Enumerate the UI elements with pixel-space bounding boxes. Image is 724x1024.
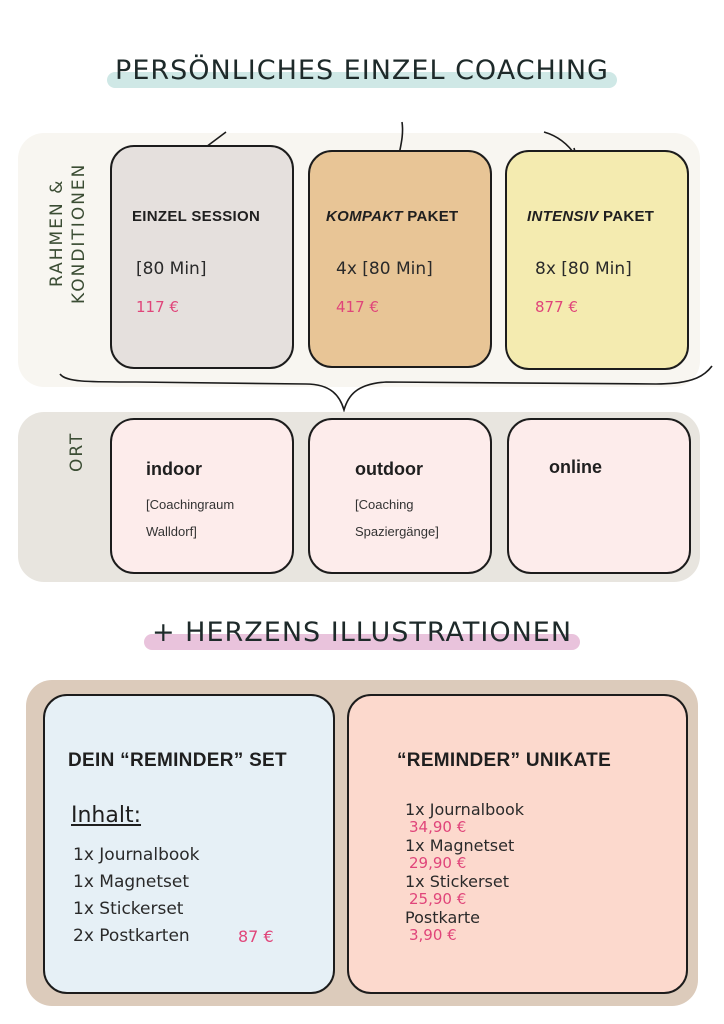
list-item: 1x Magnetset <box>73 872 190 892</box>
package-card-intensiv[interactable] <box>505 150 689 370</box>
package-title: KOMPAKT PAKET <box>326 208 459 225</box>
list-item: 1x Magnetset <box>405 836 515 855</box>
unikate-card[interactable] <box>347 694 688 994</box>
item-price: 25,90 € <box>409 890 467 908</box>
conditions-label: RAHMEN & KONDITIONEN <box>47 162 89 304</box>
heading-coaching <box>107 55 617 86</box>
place-label: ORT <box>67 431 87 473</box>
place-card-outdoor[interactable] <box>308 418 492 574</box>
item-price: 3,90 € <box>409 926 457 944</box>
unikate-title: “REMINDER” UNIKATE <box>397 750 612 771</box>
brace-decoration <box>56 362 720 418</box>
list-item: 2x Postkarten <box>73 926 190 946</box>
list-item: 1x Stickerset <box>73 899 184 919</box>
item-price: 29,90 € <box>409 854 467 872</box>
package-price: 117 € <box>136 298 179 316</box>
heading-illustrations-wrap <box>0 617 724 648</box>
reminder-set-card[interactable] <box>43 694 335 994</box>
place-detail: [Coachingraum Walldorf] <box>146 497 235 539</box>
place-name: online <box>549 457 602 477</box>
unikate-items <box>405 800 524 944</box>
heading-illustrations <box>144 617 580 648</box>
package-duration: [80 Min] <box>136 259 207 279</box>
place-card-online[interactable] <box>507 418 691 574</box>
package-price: 877 € <box>535 298 578 316</box>
list-item: 1x Journalbook <box>405 800 525 819</box>
place-name: outdoor <box>355 459 423 479</box>
list-item: 1x Stickerset <box>405 872 509 891</box>
list-item: Postkarte <box>405 908 480 927</box>
package-title: INTENSIV PAKET <box>527 208 655 225</box>
package-price: 417 € <box>336 298 379 316</box>
content-label: Inhalt: <box>71 803 142 828</box>
set-price: 87 € <box>238 927 274 946</box>
place-name: indoor <box>146 459 202 479</box>
package-title: EINZEL SESSION <box>132 208 261 225</box>
place-card-indoor[interactable] <box>110 418 294 574</box>
list-item: 1x Journalbook <box>73 845 200 865</box>
package-duration: 8x [80 Min] <box>535 259 632 279</box>
heading-illustrations-text: + HERZENS ILLUSTRATIONEN <box>151 617 573 648</box>
heading-coaching-wrap <box>0 55 724 86</box>
heading-coaching-text: PERSÖNLICHES EINZEL COACHING <box>115 55 609 86</box>
package-card-einzel[interactable] <box>110 145 294 369</box>
package-card-kompakt[interactable] <box>308 150 492 368</box>
package-duration: 4x [80 Min] <box>336 259 433 279</box>
set-items <box>73 842 200 950</box>
item-price: 34,90 € <box>409 818 467 836</box>
place-detail: [Coaching Spaziergänge] <box>355 497 439 539</box>
reminder-set-title: DEIN “REMINDER” SET <box>68 750 287 771</box>
